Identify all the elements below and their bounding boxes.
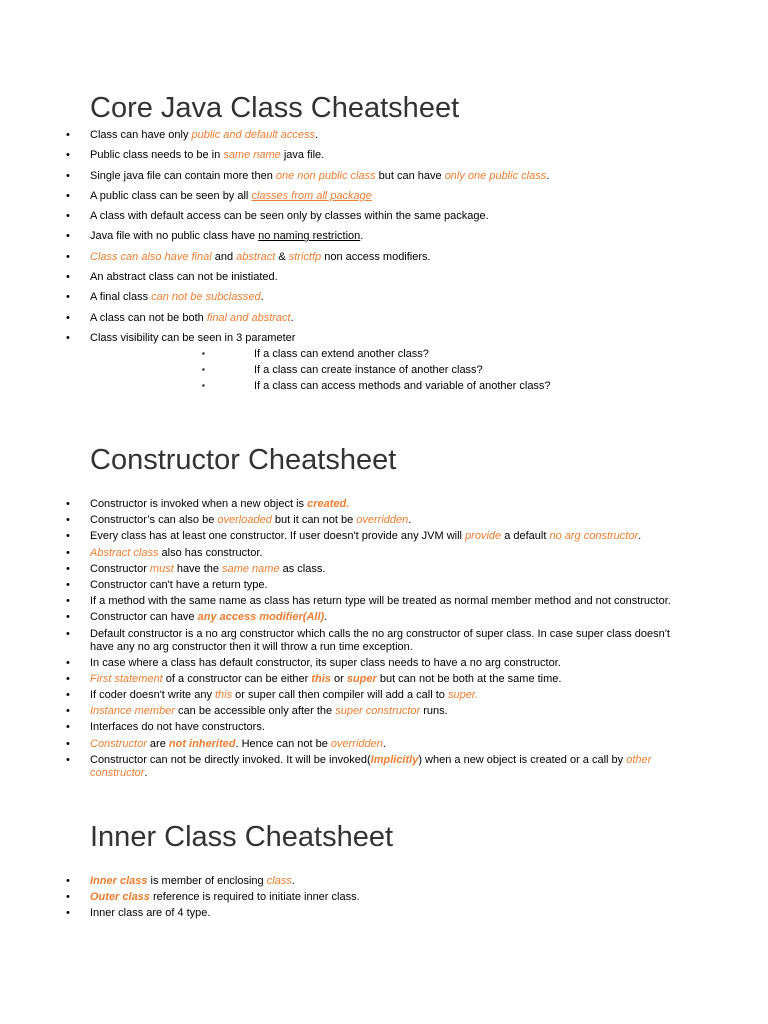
text-run: Constructor can't have a return type. xyxy=(90,578,268,591)
text-run: First statement xyxy=(90,672,163,685)
text-run: strictfp xyxy=(288,250,322,263)
text-run: only one public class xyxy=(444,169,547,182)
bullet-item xyxy=(90,498,690,511)
bullet-item xyxy=(90,657,690,670)
text-run: overridden xyxy=(356,514,409,527)
sub-bullet-item: ▪ If a class can create instance of another class? xyxy=(254,362,674,378)
text-run: Implicitly xyxy=(370,753,419,766)
bullet-item xyxy=(90,210,690,223)
text-run: provide xyxy=(465,530,502,543)
text-run: . xyxy=(144,766,148,779)
text-run: Default constructor is a no arg constructor which calls the no arg constructor of super class. In case super class doesn't have any no arg constructor then it will throw a run time exception. xyxy=(90,627,670,653)
bullet-item xyxy=(90,595,690,608)
text-run: created. xyxy=(307,498,350,510)
text-run: as class. xyxy=(279,562,326,575)
text-run: Constructor can have xyxy=(90,611,198,624)
bullet-item xyxy=(90,251,690,264)
constructor-list xyxy=(90,498,690,783)
bullet-item xyxy=(90,738,690,751)
text-run: Every class has at least one constructor. If user doesn't provide any JVM will xyxy=(90,530,466,543)
text-run: A final class xyxy=(90,291,152,304)
bullet-item xyxy=(90,291,690,304)
bullet-item xyxy=(90,891,690,904)
text-run: but it xyxy=(271,514,302,527)
sub-bullet-item: ▪ If a class can access methods and variable of another class? xyxy=(254,378,674,394)
text-run: can xyxy=(158,514,176,527)
text-run: and xyxy=(211,250,237,263)
text-run: has xyxy=(184,546,203,559)
text-run: . xyxy=(291,875,295,887)
text-run: but can have xyxy=(375,169,445,182)
sub-bullet-item: ▪ If a class can extend another class? xyxy=(254,346,674,362)
text-run: ) when a new object is created or a call by xyxy=(418,753,627,766)
text-run: other constructor xyxy=(90,753,652,779)
text-run: Java file with no public class have xyxy=(90,230,259,243)
bullet-item xyxy=(90,271,690,284)
bullet-item xyxy=(90,875,690,888)
text-run: Constructor is invoked when a new xyxy=(90,498,264,510)
text-run: Constructor xyxy=(90,737,147,750)
text-run: Constructor xyxy=(90,562,150,575)
text-run: also be xyxy=(175,514,218,527)
text-run: can not be subclassed xyxy=(151,291,261,304)
text-run: same name xyxy=(223,149,281,162)
bullet-item xyxy=(90,754,690,780)
text-run: not inherited xyxy=(168,737,236,750)
text-run: Inner class xyxy=(90,875,148,887)
bullet-item xyxy=(90,611,690,624)
text-run: Single java file can contain more then xyxy=(90,169,276,182)
text-run: . xyxy=(408,514,412,527)
text-run: or xyxy=(330,672,347,685)
bullet-item xyxy=(90,628,690,654)
bullet-item xyxy=(90,530,690,543)
bullet-item xyxy=(90,190,690,203)
text-run: this xyxy=(311,672,331,685)
bullet-item xyxy=(90,230,690,243)
text-run: the xyxy=(313,705,336,718)
text-run: overridden xyxy=(330,737,383,750)
bullet-item xyxy=(90,673,690,686)
text-run: have the xyxy=(173,562,223,575)
text-run: Outer class xyxy=(90,891,150,904)
text-run: final and abstract xyxy=(206,311,291,324)
text-run: . Hence can not be xyxy=(235,737,331,750)
text-run: & xyxy=(275,250,289,263)
section-title-constructor: Constructor Cheatsheet xyxy=(90,444,397,476)
text-run: or super call then compiler will add a call to xyxy=(232,689,448,702)
text-run: . xyxy=(324,611,328,624)
bullet-item xyxy=(90,689,690,702)
text-run: constructor. xyxy=(202,546,263,559)
text-run: In case where a class has default constructor, its super class needs to have a no arg constructor. xyxy=(90,656,561,669)
bullet-item xyxy=(90,332,690,345)
core-java-list xyxy=(90,129,690,352)
text-run: Class can also have final xyxy=(90,250,212,263)
text-run: java file. xyxy=(280,149,325,162)
text-run: A class with default access can be seen only by classes within the same package. xyxy=(90,210,489,223)
bullet-item xyxy=(90,705,690,718)
text-run: Interfaces do not have constructors. xyxy=(90,721,265,734)
bullet-item xyxy=(90,129,690,142)
text-run: A class can not be both xyxy=(90,311,207,324)
text-run: . xyxy=(315,129,319,141)
text-run: Class can have only xyxy=(90,129,192,141)
text-run: super constructor xyxy=(335,705,421,718)
text-run: classes from all package xyxy=(251,189,372,202)
text-run: Public class needs to be in xyxy=(90,149,224,162)
text-run: can not xyxy=(301,514,338,527)
text-run: . xyxy=(546,169,550,182)
bullet-item xyxy=(90,149,690,162)
text-run: same name xyxy=(222,562,280,575)
text-run: Inner class are of 4 type. xyxy=(90,907,211,920)
text-run: Constructor’s xyxy=(90,514,159,527)
text-run: . xyxy=(382,737,386,750)
text-run: Constructor can not be directly invoked. It will be invoked( xyxy=(90,753,371,766)
section-title-core-java: Core Java Class Cheatsheet xyxy=(90,92,460,124)
text-run: this xyxy=(215,689,233,702)
text-run: object xyxy=(263,498,294,510)
text-run: runs. xyxy=(420,705,448,718)
text-run: . xyxy=(638,530,642,543)
text-run: must xyxy=(149,562,174,575)
text-run: A public class can be seen by all xyxy=(90,189,252,202)
text-run: public and default access xyxy=(191,129,316,141)
text-run: is xyxy=(293,498,308,510)
text-run: no arg constructor xyxy=(549,530,639,543)
text-run: after xyxy=(291,705,314,718)
bullet-item xyxy=(90,721,690,734)
bullet-item xyxy=(90,579,690,592)
text-run: of a constructor can be either xyxy=(162,672,312,685)
text-run: abstract xyxy=(236,250,276,263)
bullet-item xyxy=(90,170,690,183)
text-run: but can not be both at the same time. xyxy=(376,672,562,685)
bullet-item xyxy=(90,312,690,325)
bullet-item xyxy=(90,514,690,527)
text-run: super xyxy=(346,672,377,685)
text-run: overloaded xyxy=(217,514,272,527)
section-title-inner-class: Inner Class Cheatsheet xyxy=(90,821,394,853)
bullet-item xyxy=(90,547,690,560)
text-run: also xyxy=(158,546,185,559)
text-run: super. xyxy=(447,689,479,702)
text-run: . xyxy=(360,230,364,243)
bullet-item xyxy=(90,907,690,920)
text-run: is member of enclosing xyxy=(147,875,267,887)
text-run: non access modifiers. xyxy=(321,250,431,263)
text-run: class xyxy=(266,875,292,887)
text-run: Abstract class xyxy=(90,546,159,559)
text-run: can be accessible only xyxy=(174,705,292,718)
visibility-sublist xyxy=(254,346,674,394)
text-run: be xyxy=(337,514,357,527)
text-run: Instance member xyxy=(90,705,175,718)
text-run: . xyxy=(260,291,264,304)
text-run: If a method with the same name as class has return type will be treated as normal member method and not constructor. xyxy=(90,595,671,608)
inner-class-list xyxy=(90,875,690,924)
text-run: any access modifier(All) xyxy=(197,611,325,624)
text-run: reference is required to initiate inner class. xyxy=(149,891,360,904)
text-run: If coder doesn't write any xyxy=(90,689,215,702)
text-run: . xyxy=(290,311,294,324)
text-run: a default xyxy=(501,530,550,543)
text-run: are xyxy=(146,737,169,750)
text-run: one non public class xyxy=(275,169,376,182)
text-run: An abstract class can not be inistiated. xyxy=(90,271,278,284)
bullet-item xyxy=(90,563,690,576)
text-run: Class visibility can be seen in 3 parameter xyxy=(90,331,296,344)
text-run: no naming restriction xyxy=(258,230,361,243)
